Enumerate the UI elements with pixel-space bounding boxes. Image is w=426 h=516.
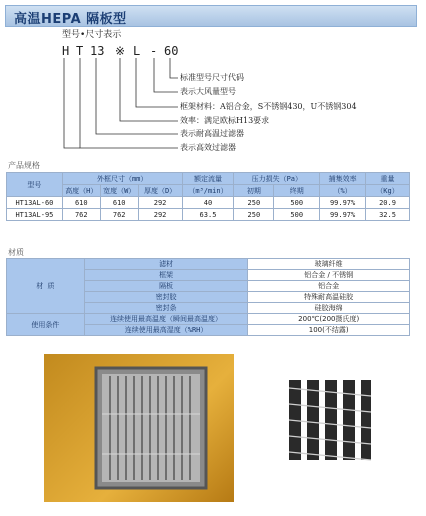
material-name: 密封胶	[84, 292, 248, 303]
cell-efficiency: 99.97%	[320, 209, 366, 221]
filter-product-photo	[44, 354, 234, 502]
col-header-efficiency: 捕集效率	[320, 173, 366, 185]
cell-thickness: 292	[138, 209, 182, 221]
cell-width: 610	[100, 197, 138, 209]
cell-flow: 40	[182, 197, 234, 209]
cell-initial: 250	[234, 209, 274, 221]
material-name: 框架	[84, 270, 248, 281]
material-group-label: 材 质	[7, 259, 85, 314]
cell-flow: 63.5	[182, 209, 234, 221]
material-value: 铝合金	[248, 281, 410, 292]
cell-width: 762	[100, 209, 138, 221]
cell-efficiency: 99.97%	[320, 197, 366, 209]
col-header-initial: 初期	[234, 185, 274, 197]
usage-condition-label: 使用条件	[7, 314, 85, 336]
col-header-weight: 重量	[366, 173, 410, 185]
legend-item: 框架材料：A铝合金，S不锈钢430，U不锈钢304	[180, 102, 357, 111]
material-section-title: 材质	[8, 248, 24, 257]
col-header-final: 终期	[274, 185, 320, 197]
legend-item: 效率：满足欧标H13要求	[180, 116, 270, 125]
code-char-dash: -	[150, 44, 158, 58]
col-header-model: 型号	[7, 173, 63, 197]
legend-item: 表示大风量型号	[180, 87, 236, 96]
cell-model: HT13AL-95	[7, 209, 63, 221]
page-title: 高温HEPA 隔板型	[14, 12, 127, 27]
code-char-h: H	[62, 44, 70, 58]
pleat-detail-photo	[283, 376, 375, 464]
material-name: 密封条	[84, 303, 248, 314]
spec-section-title: 产品规格	[8, 161, 40, 170]
col-header-flow-unit: （m³/min）	[182, 185, 234, 197]
material-value: 玻璃纤维	[248, 259, 410, 270]
cell-initial: 250	[234, 197, 274, 209]
code-char-13: 13	[90, 44, 105, 58]
usage-name: 连续使用最高温度（瞬间最高温度）	[84, 314, 248, 325]
material-table	[6, 258, 410, 336]
cell-weight: 20.9	[366, 197, 410, 209]
legend-item: 表示高效过滤器	[180, 143, 236, 152]
cell-height: 610	[62, 197, 100, 209]
material-name: 滤材	[84, 259, 248, 270]
table-row	[7, 197, 410, 209]
material-value: 铝合金 / 不锈钢	[248, 270, 410, 281]
col-header-weight-unit: （Kg）	[366, 185, 410, 197]
material-name: 隔板	[84, 281, 248, 292]
usage-name: 连续使用最高湿度（%RH）	[84, 325, 248, 336]
spec-table	[6, 172, 410, 221]
cell-model: HT13AL-60	[7, 197, 63, 209]
cell-thickness: 292	[138, 197, 182, 209]
code-char-60: 60	[164, 44, 179, 58]
legend-item: 标准型号尺寸代码	[180, 73, 244, 82]
legend-item: 表示耐高温过滤器	[180, 129, 244, 138]
usage-value: 100(不结露)	[248, 325, 410, 336]
col-header-outer-dims: 外框尺寸（mm）	[62, 173, 182, 185]
model-code-label: 型号•尺寸表示	[62, 30, 122, 40]
col-header-pressure-loss: 压力损失（Pa）	[234, 173, 320, 185]
cell-final: 500	[274, 209, 320, 221]
filter-illustration	[44, 354, 234, 502]
col-header-height: 高度（H）	[62, 185, 100, 197]
code-char-t: T	[76, 44, 84, 58]
cell-weight: 32.5	[366, 209, 410, 221]
col-header-rated-flow: 额定流量	[182, 173, 234, 185]
cell-height: 762	[62, 209, 100, 221]
pleat-illustration	[283, 376, 375, 464]
material-value: 硅胶海绵	[248, 303, 410, 314]
usage-value: 200℃(200摄氏度)	[248, 314, 410, 325]
code-char-star: ※	[115, 44, 126, 58]
code-char-l: L	[133, 44, 141, 58]
col-header-width: 宽度（W）	[100, 185, 138, 197]
col-header-thickness: 厚度（D）	[138, 185, 182, 197]
material-value: 特殊耐高温硅胶	[248, 292, 410, 303]
table-row	[7, 209, 410, 221]
cell-final: 500	[274, 197, 320, 209]
col-header-eff-unit: （%）	[320, 185, 366, 197]
